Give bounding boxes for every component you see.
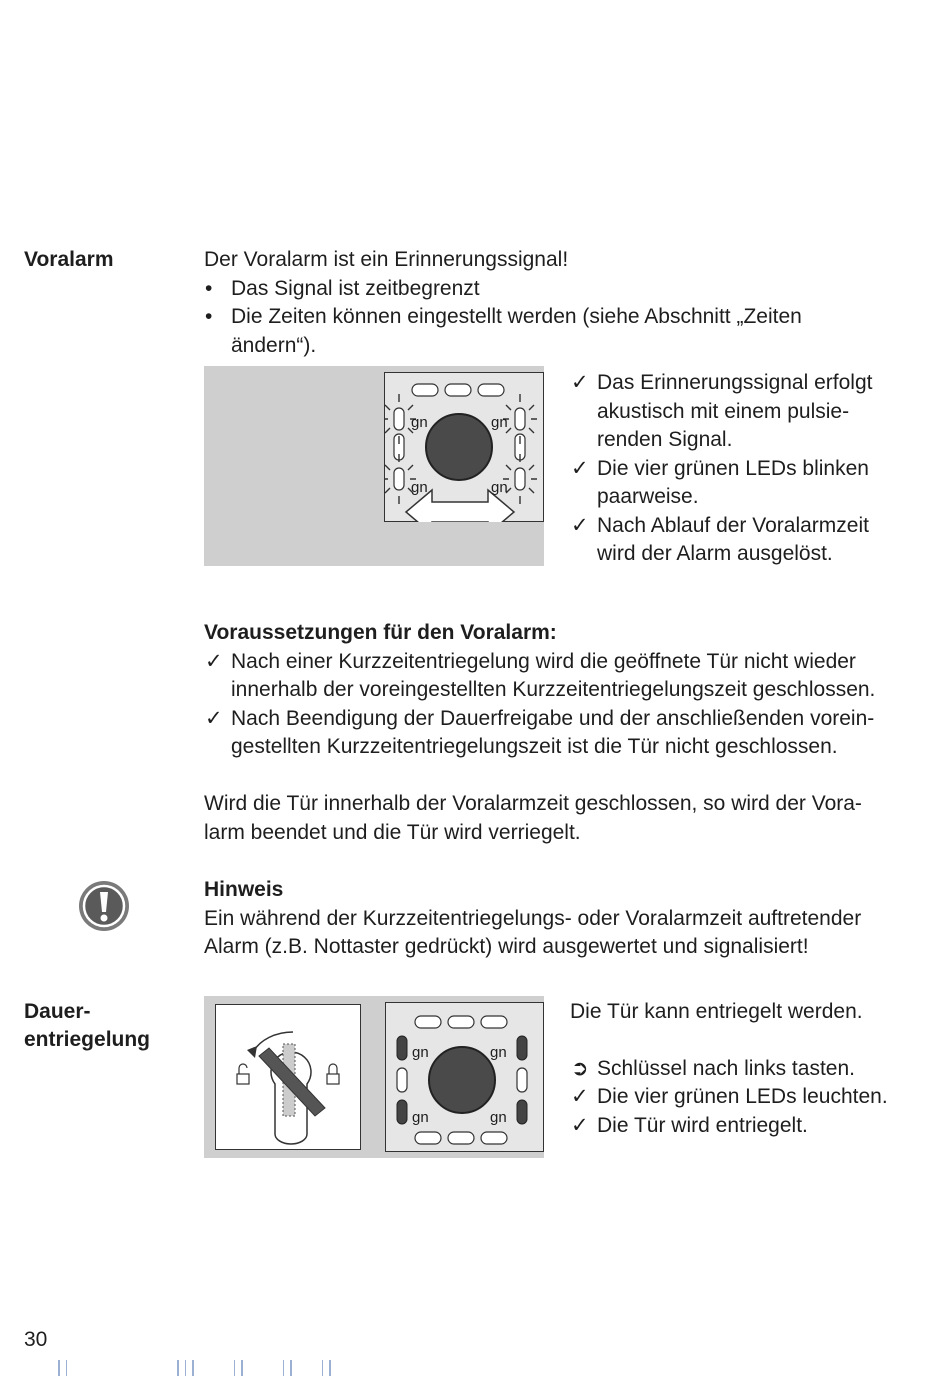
panel-graphic: [384, 372, 544, 522]
check-mark-icon: ✓: [205, 706, 223, 730]
section-heading-voralarm: Voralarm: [24, 248, 114, 271]
requirements-list: [204, 648, 904, 762]
voralarm-intro-block: [204, 246, 884, 360]
closing-paragraph: Wird die Tür innerhalb der Voralarmzeit geschlossen, so wird der Vora-larm beendet und die Tür wird verriegelt.: [204, 792, 862, 844]
arrow-right-icon: ➲: [571, 1056, 589, 1080]
dauerentriegelung-steps: [570, 1055, 910, 1141]
check-mark-icon: ✓: [571, 1113, 589, 1137]
bullet-icon: •: [205, 276, 213, 300]
list-item: ✓ Die vier grünen LEDs leuchten.: [570, 1083, 910, 1112]
list-item: ✓ Die Tür wird entriegelt.: [570, 1112, 910, 1141]
print-marks: [58, 1356, 337, 1385]
note-text: Ein während der Kurzzeitentriegelungs- oder Voralarmzeit auftretender Alarm (z.B. Nottaster gedrückt) wird ausgewertet und signalisiert!: [204, 906, 862, 958]
note-title: Hinweis: [204, 878, 284, 901]
list-item: ✓ Nach Beendigung der Dauerfreigabe und der anschließenden vorein-gestellten Kurzzeitentriegelungszeit ist die Tür nicht geschlossen.: [205, 706, 875, 758]
led-label-top-right: gn: [490, 1044, 507, 1061]
led-label-bottom-right: gn: [491, 479, 508, 496]
led-label-bottom-left: gn: [412, 1109, 429, 1126]
led-label-top-left: gn: [411, 414, 428, 431]
control-panel: [385, 1002, 544, 1152]
rotate-left-arrow-icon: [247, 1046, 257, 1058]
voralarm-check-list: [570, 369, 900, 569]
panel-graphic: [385, 1002, 544, 1152]
check-mark-icon: ✓: [571, 371, 589, 394]
locked-icon: [327, 1064, 339, 1084]
list-item: ✓ Nach einer Kurzzeitentriegelung wird die geöffnete Tür nicht wieder innerhalb der voreingestellten Kurzzeitentriegelungszeit geschlossen.: [205, 649, 876, 701]
list-item: ➲ Schlüssel nach links tasten.: [570, 1055, 910, 1084]
requirements-title: Voraussetzungen für den Voralarm:: [204, 621, 557, 644]
control-panel: [384, 372, 544, 522]
list-item: ✓ Das Erinnerungssignal erfolgt akustisch mit einem pulsie-renden Signal.: [571, 371, 873, 451]
list-item: ✓ Nach Ablauf der Voralarmzeit wird der Alarm ausgelöst.: [571, 513, 869, 565]
check-mark-icon: ✓: [571, 1085, 589, 1108]
key-turn-graphic: [215, 1004, 361, 1150]
dauerentriegelung-intro: Die Tür kann entriegelt werden.: [570, 1000, 863, 1023]
check-mark-icon: ✓: [571, 513, 589, 537]
list-item: • Die Zeiten können eingestellt werden (siehe Abschnitt „Zeiten ändern“).: [205, 305, 802, 357]
list-item: • Das Signal ist zeitbegrenzt: [204, 275, 884, 304]
section-heading-dauerentriegelung: Dauer- entriegelung: [24, 1000, 151, 1051]
check-mark-icon: ✓: [205, 649, 223, 673]
led-label-top-right: gn: [491, 414, 508, 431]
key-cylinder-panel: [215, 1004, 361, 1150]
voralarm-figure: [204, 366, 544, 566]
dauerentriegelung-figure: [204, 996, 544, 1158]
led-label-bottom-right: gn: [490, 1109, 507, 1126]
voralarm-bullet-list: [204, 275, 884, 361]
dauerentriegelung-text: [570, 998, 910, 1140]
requirements-block: [204, 619, 904, 762]
unlocked-icon: [237, 1064, 249, 1084]
list-item: ✓ Die vier grünen LEDs blinken paarweise.: [571, 456, 869, 508]
voralarm-intro: Der Voralarm ist ein Erinnerungssignal!: [204, 248, 569, 271]
led-label-top-left: gn: [412, 1044, 429, 1061]
led-label-bottom-left: gn: [411, 479, 428, 496]
exclamation-icon: [78, 880, 130, 932]
bullet-icon: •: [205, 305, 213, 328]
note-block: [204, 876, 904, 962]
page-number: 30: [24, 1328, 48, 1351]
check-mark-icon: ✓: [571, 456, 589, 480]
